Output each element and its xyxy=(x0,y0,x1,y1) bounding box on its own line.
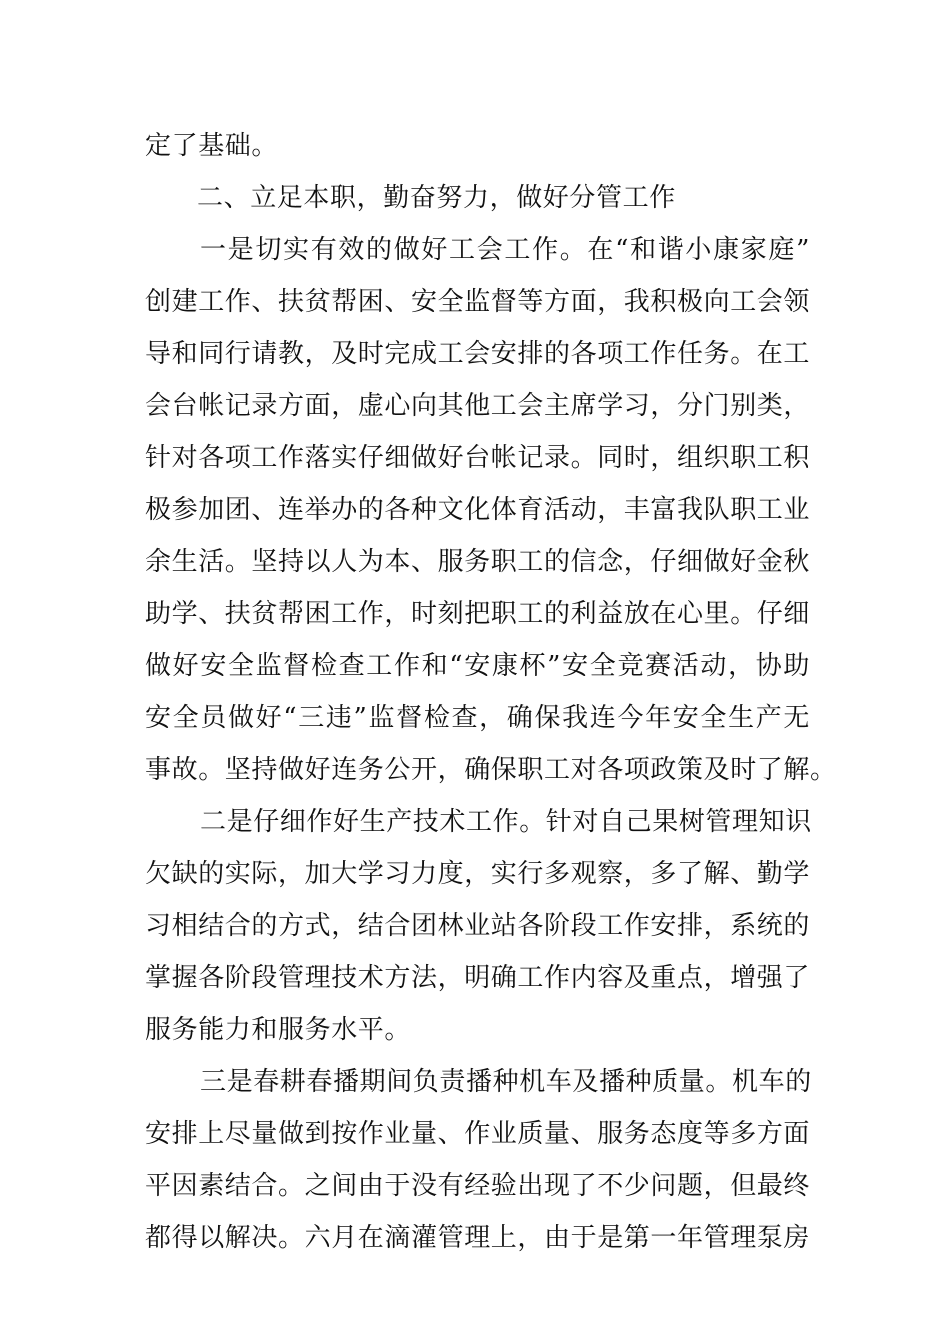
text-line: 都得以解决。六月在滴灌管理上，由于是第一年管理泵房 xyxy=(145,1223,811,1253)
text-line: 三是春耕春播期间负责播种机车及播种质量。机车的 xyxy=(200,1067,812,1097)
text-line: 习相结合的方式，结合团林业站各阶段工作安排，系统的 xyxy=(145,911,811,941)
text-line: 定了基础。 xyxy=(145,131,279,161)
text-line: 助学、扶贫帮困工作，时刻把职工的利益放在心里。仔细 xyxy=(145,599,811,629)
text-line: 会台帐记录方面，虚心向其他工会主席学习，分门别类， xyxy=(145,391,811,421)
text-line: 做好安全监督检查工作和“安康杯”安全竞赛活动，协助 xyxy=(145,651,810,681)
section-heading: 二、立足本职，勤奋努力，做好分管工作 xyxy=(197,183,676,213)
text-line: 极参加团、连举办的各种文化体育活动，丰富我队职工业 xyxy=(145,495,811,525)
text-line: 一是切实有效的做好工会工作。在“和谐小康家庭” xyxy=(200,235,810,265)
text-line: 二是仔细作好生产技术工作。针对自己果树管理知识 xyxy=(200,807,812,837)
text-line: 事故。坚持做好连务公开，确保职工对各项政策及时了解。 xyxy=(145,755,837,785)
text-line: 欠缺的实际，加大学习力度，实行多观察，多了解、勤学 xyxy=(145,859,811,889)
text-line: 针对各项工作落实仔细做好台帐记录。同时，组织职工积 xyxy=(145,443,811,473)
document-body xyxy=(145,120,837,1264)
text-line: 安排上尽量做到按作业量、作业质量、服务态度等多方面 xyxy=(145,1119,811,1149)
text-line: 导和同行请教，及时完成工会安排的各项工作任务。在工 xyxy=(145,339,811,369)
text-line: 平因素结合。之间由于没有经验出现了不少问题，但最终 xyxy=(145,1171,811,1201)
text-line: 掌握各阶段管理技术方法，明确工作内容及重点，增强了 xyxy=(145,963,811,993)
text-line: 服务能力和服务水平。 xyxy=(145,1015,412,1045)
text-line: 安全员做好“三违”监督检查，确保我连今年安全生产无 xyxy=(145,703,810,733)
text-line: 创建工作、扶贫帮困、安全监督等方面，我积极向工会领 xyxy=(145,287,811,317)
text-line: 余生活。坚持以人为本、服务职工的信念，仔细做好金秋 xyxy=(145,547,811,577)
